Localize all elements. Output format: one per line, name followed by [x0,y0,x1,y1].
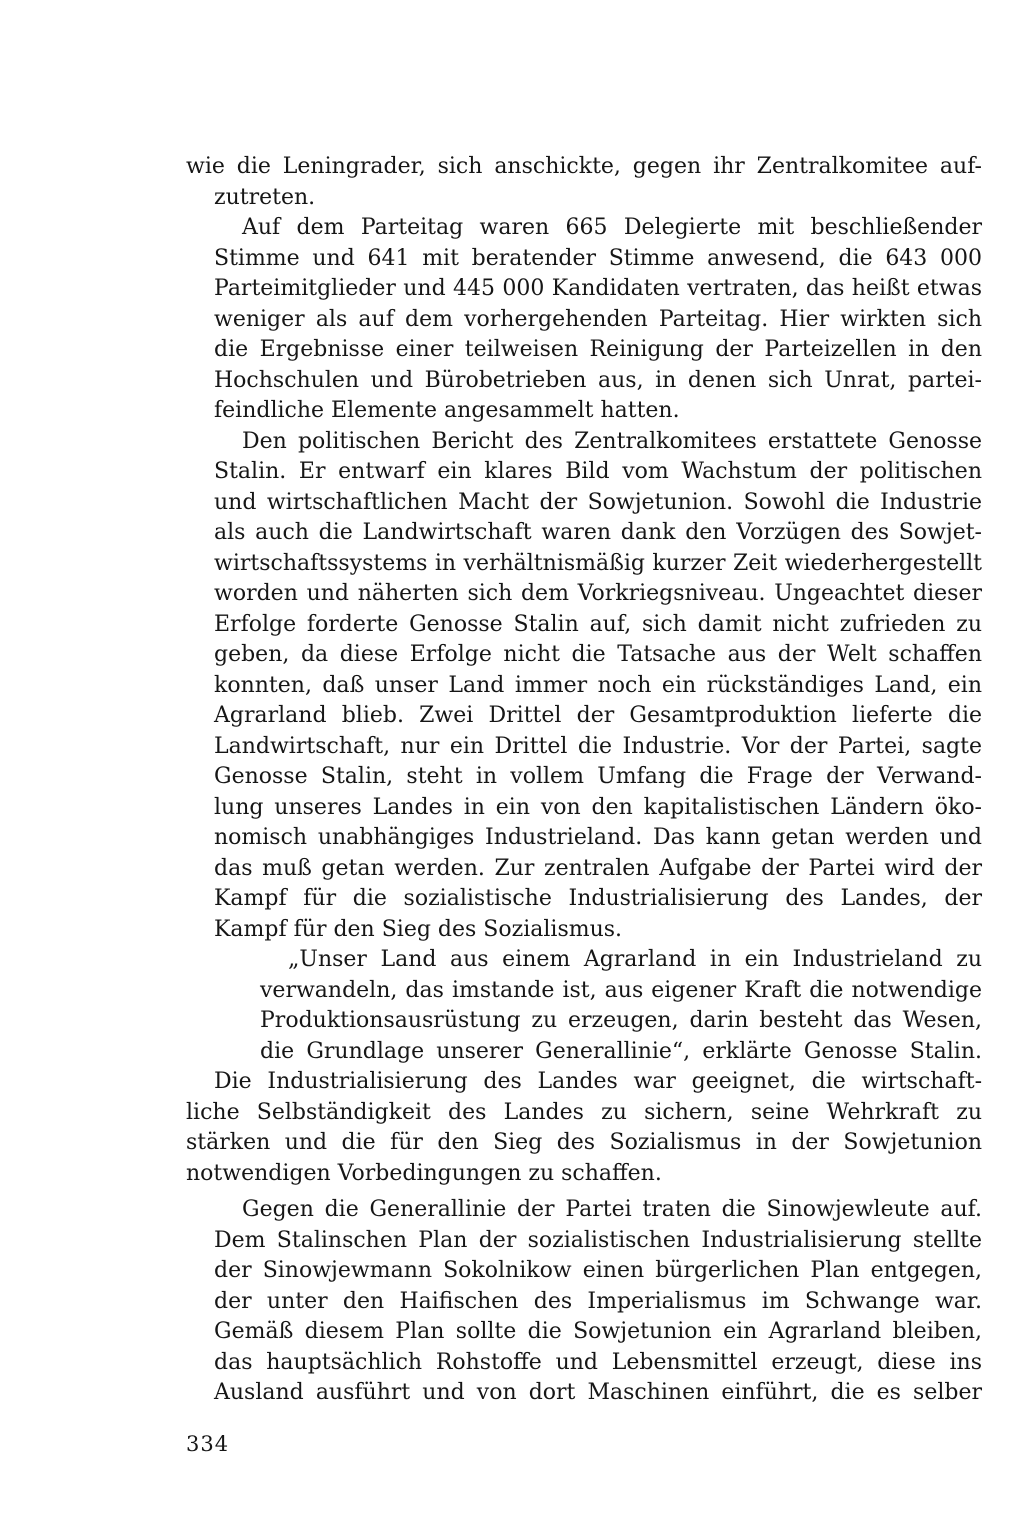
text-line: geben, da diese Erfolge nicht die Tatsache aus der Welt schaffen [214,642,982,667]
text-line: das hauptsächlich Rohstoffe und Lebensmittel erzeugt, diese ins [214,1349,982,1375]
text-line: Den politischen Bericht des Zentralkomitees erstattete Genosse [242,428,982,454]
text-line: Stalin. Er entwarf ein klares Bild vom Wachstum der politischen [214,459,982,484]
paragraph-3 [186,427,982,946]
paragraph-5 [186,1195,982,1409]
stalin-quote [232,945,982,1067]
text-line: konnten, daß unser Land immer noch ein rückständiges Land, ein [214,672,982,698]
text-line: Auf dem Parteitag waren 665 Delegierte mit beschließender [242,215,982,240]
text-line: notwendigen Vorbedingungen zu schaffen. [186,1160,662,1186]
text-line: wie die Leningrader, sich anschickte, gegen ihr Zentralkomitee auf- [186,154,982,179]
text-line: nomisch unabhängiges Industrieland. Das kann getan werden und [214,825,982,850]
text-line: Kampf für den Sieg des Sozialismus. [214,916,623,942]
text-line: worden und näherten sich dem Vorkriegsniveau. Ungeachtet dieser [214,581,982,606]
text-line: Genosse Stalin, steht in vollem Umfang die Frage der Verwand- [214,764,982,789]
text-line: Erfolge forderte Genosse Stalin auf, sich damit nicht zufrieden zu [214,611,982,637]
text-line: Landwirtschaft, nur ein Drittel die Industrie. Vor der Partei, sagte [214,733,982,759]
text-line: stärken und die für den Sieg des Sozialismus in der Sowjetunion [186,1130,982,1155]
text-line: Stimme und 641 mit beratender Stimme anwesend, die 643 000 [214,245,982,271]
text-line: Ausland ausführt und von dort Maschinen einführt, die es selber [214,1380,982,1405]
text-line: Gegen die Generallinie der Partei traten die Sinowjewleute auf. [242,1197,982,1222]
text-line: „Unser Land aus einem Agrarland in ein Industrieland zu [288,947,982,972]
paragraph-4 [186,1067,982,1189]
text-line: Agrarland blieb. Zwei Drittel der Gesamtproduktion lieferte die [214,703,982,728]
text-line: lung unseres Landes in ein von den kapitalistischen Ländern öko- [214,794,982,820]
text-line: das muß getan werden. Zur zentralen Aufgabe der Partei wird der [214,855,982,881]
text-line: wirtschaftssystems in verhältnismäßig kurzer Zeit wiederhergestellt [214,550,982,576]
paragraph-1 [186,152,982,213]
text-line: die Grundlage unserer Generallinie“, erklärte Genosse Stalin. [260,1038,982,1064]
paragraph-2 [186,213,982,427]
text-line: weniger als auf dem vorhergehenden Parteitag. Hier wirkten sich [214,306,982,332]
text-line: Parteimitglieder und 445 000 Kandidaten vertraten, das heißt etwas [214,276,982,301]
text-line: als auch die Landwirtschaft waren dank den Vorzügen des Sowjet- [214,520,982,545]
page-number: 334 [186,1432,230,1456]
text-line: die Ergebnisse einer teilweisen Reinigung der Parteizellen in den [214,337,982,362]
text-line: der unter den Haifischen des Imperialismus im Schwange war. [214,1288,982,1314]
text-line: Dem Stalinschen Plan der sozialistischen Industrialisierung stellte [214,1227,982,1253]
text-line: verwandeln, das imstande ist, aus eigener Kraft die notwendige [260,977,982,1003]
text-line: zutreten. [214,184,316,210]
text-line: Die Industrialisierung des Landes war geeignet, die wirtschaft- [214,1069,982,1094]
text-line: Gemäß diesem Plan sollte die Sowjetunion ein Agrarland bleiben, [214,1319,982,1344]
text-line: und wirtschaftlichen Macht der Sowjetunion. Sowohl die Industrie [214,489,982,515]
text-line: der Sinowjewmann Sokolnikow einen bürgerlichen Plan entgegen, [214,1258,982,1283]
text-line: Hochschulen und Bürobetrieben aus, in denen sich Unrat, partei- [214,367,982,393]
text-line: Produktionsausrüstung zu erzeugen, darin besteht das Wesen, [260,1008,982,1033]
text-line: Kampf für die sozialistische Industrialisierung des Landes, der [214,886,982,911]
text-line: feindliche Elemente angesammelt hatten. [214,398,680,423]
body-text [186,152,982,1409]
text-line: liche Selbständigkeit des Landes zu sichern, seine Wehrkraft zu [186,1099,982,1125]
